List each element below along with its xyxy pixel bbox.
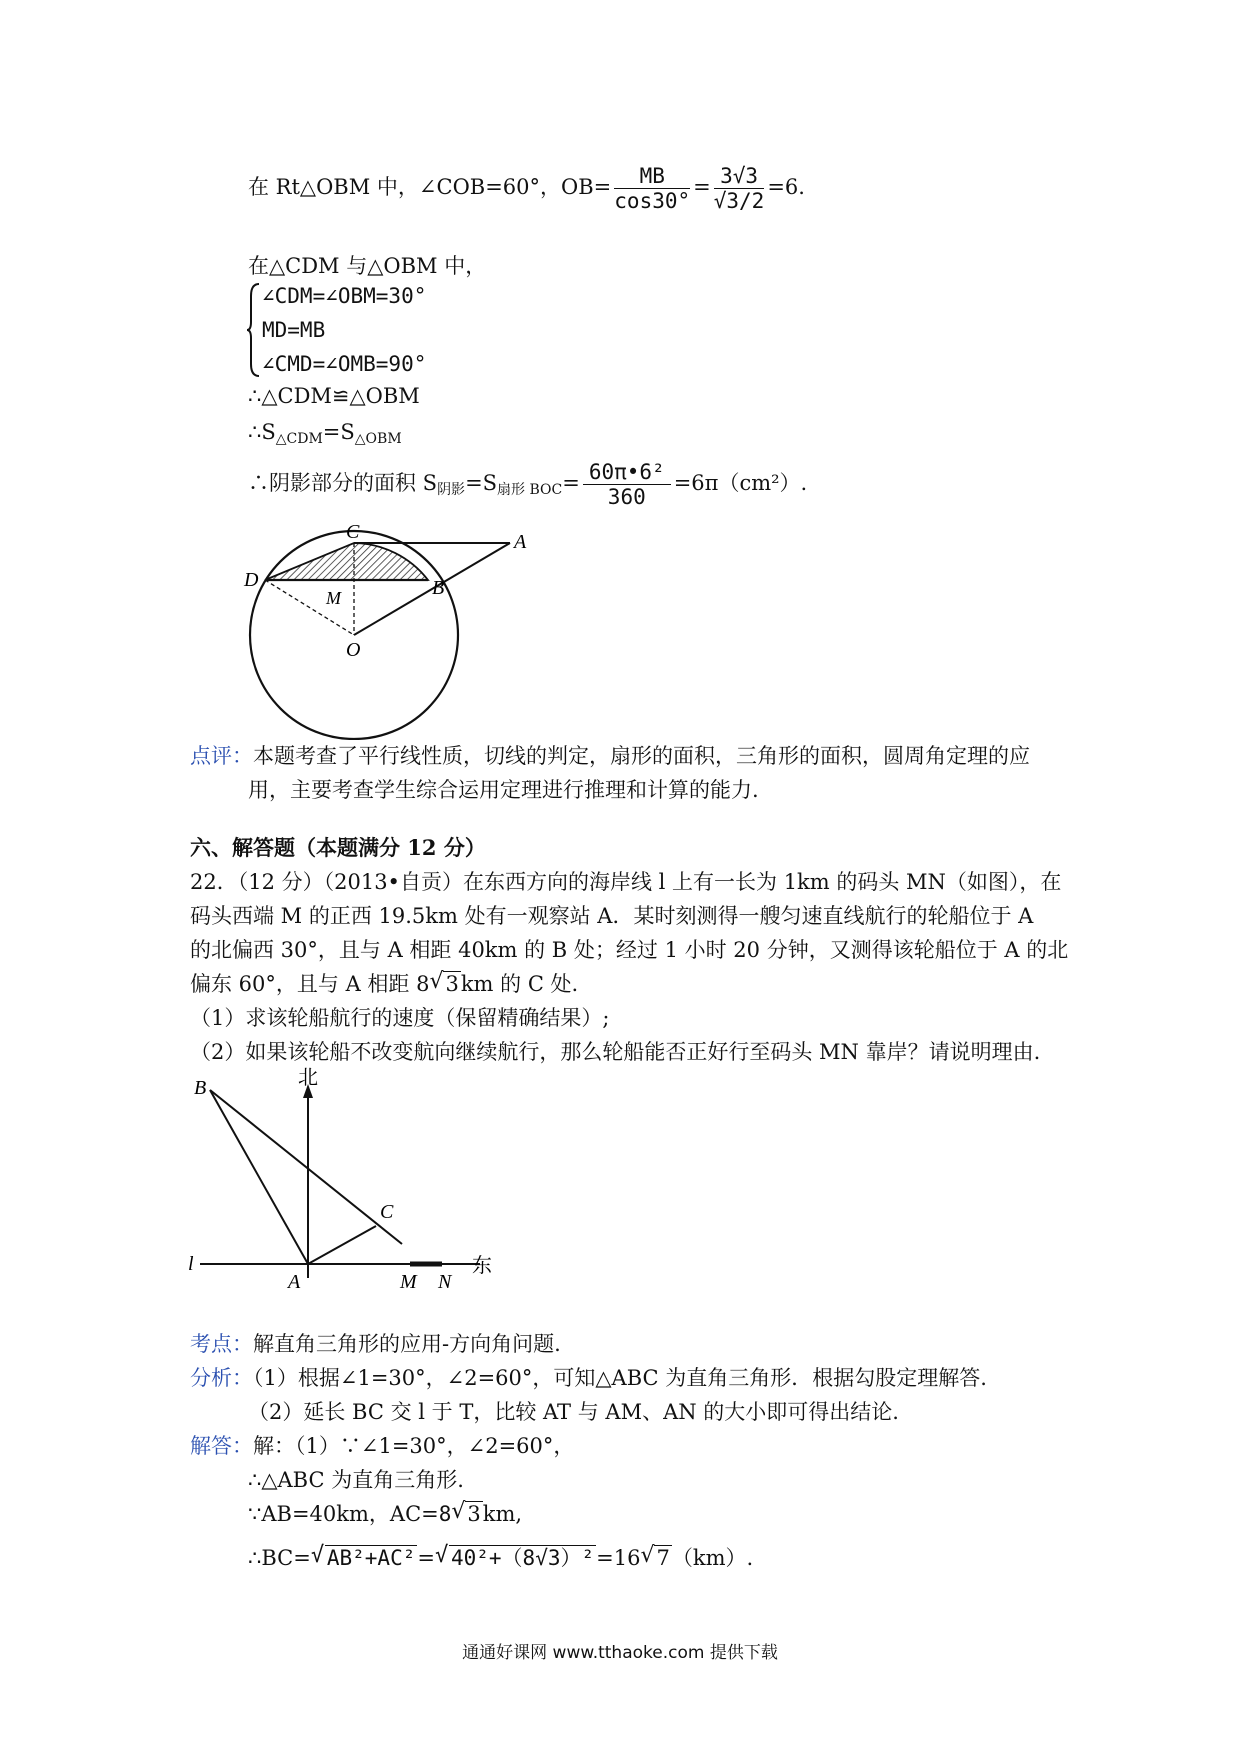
comment-label: 点评： bbox=[190, 744, 253, 768]
fraction-mb-cos30 bbox=[614, 164, 690, 213]
question-line-3: 的北偏西 30°，且与 A 相距 40km 的 B 处；经过 1 小时 20 分钟，又测得该轮船位于 A 的北 bbox=[190, 938, 1069, 962]
jd-label: 解答： bbox=[190, 1434, 253, 1458]
comment-text: 本题考查了平行线性质，切线的判定，扇形的面积，三角形的面积，圆周角定理的应 bbox=[253, 744, 1030, 768]
label-east: 东 bbox=[472, 1255, 492, 1277]
solution-line-3 bbox=[248, 1500, 522, 1528]
text: km, bbox=[482, 1502, 523, 1526]
course-line-bc bbox=[210, 1090, 402, 1244]
jd-text: 解：（1）∵∠1=30°，∠2=60°， bbox=[253, 1434, 575, 1458]
frac-num: 3√3 bbox=[714, 164, 765, 189]
label-a: A bbox=[514, 531, 527, 553]
label-l: l bbox=[188, 1253, 194, 1275]
section-heading: 六、解答题（本题满分 12 分） bbox=[190, 835, 486, 860]
knowledge-point bbox=[190, 1330, 561, 1358]
shaded-area-line bbox=[248, 460, 807, 509]
text: ∵AB=40km，AC= bbox=[248, 1502, 439, 1526]
congruence-line: ∴△CDM≌△OBM bbox=[248, 384, 420, 408]
text: ∴S bbox=[248, 420, 276, 444]
subscript: 阴影 bbox=[437, 482, 466, 498]
question-part-2: （2）如果该轮船不改变航向继续航行，那么轮船能否正好行至码头 MN 靠岸？请说明理由. bbox=[190, 1040, 1041, 1064]
text: =S bbox=[465, 471, 498, 495]
shaded-region bbox=[265, 543, 428, 580]
question-part-1: （1）求该轮船航行的速度（保留精确结果）; bbox=[190, 1006, 610, 1030]
radicand: 40²+（8√3）² bbox=[450, 1546, 595, 1570]
area-equal-line bbox=[248, 418, 402, 453]
question-line-2: 码头西端 M 的正西 19.5km 处有一观察站 A．某时刻测得一艘匀速直线航行的轮船位于 A bbox=[190, 904, 1034, 928]
label-n: N bbox=[438, 1271, 452, 1293]
text: =S bbox=[322, 420, 355, 444]
frac-num: 60π•6² bbox=[583, 460, 671, 485]
text: =16 bbox=[596, 1546, 641, 1570]
question-line-4 bbox=[190, 970, 578, 998]
ob-text: 在 Rt△OBM 中，∠COB=60°，OB= bbox=[248, 175, 612, 199]
equals: = bbox=[693, 175, 711, 199]
radicand: 7 bbox=[656, 1546, 670, 1570]
text: ∴阴影部分的面积 S bbox=[248, 471, 438, 495]
brace-icon bbox=[246, 282, 262, 378]
radicand: AB²+AC² bbox=[326, 1546, 416, 1570]
system-line-3: ∠CMD=∠OMB=90° bbox=[262, 352, 427, 376]
label-d: D bbox=[244, 569, 259, 591]
label-c: C bbox=[380, 1201, 394, 1223]
text: ∴BC= bbox=[248, 1546, 311, 1570]
frac-den: √3/2 bbox=[713, 189, 765, 213]
coef: 8 bbox=[438, 1502, 452, 1526]
sector-fraction bbox=[583, 460, 671, 509]
subscript: △CDM bbox=[275, 431, 323, 447]
text: km 的 C 处. bbox=[460, 972, 579, 996]
solution-line-1 bbox=[190, 1432, 574, 1460]
label-c: C bbox=[346, 521, 360, 543]
ob-result: =6. bbox=[767, 175, 805, 199]
kd-label: 考点： bbox=[190, 1332, 253, 1356]
radicand: 3 bbox=[445, 972, 459, 996]
sqrt-3 bbox=[451, 1500, 482, 1528]
system-line-2: MD=MB bbox=[262, 318, 326, 342]
analysis-line-1 bbox=[190, 1364, 987, 1392]
derivation-ob bbox=[248, 164, 805, 213]
label-north: 北 bbox=[298, 1067, 318, 1089]
text: =6π（cm²）. bbox=[673, 471, 808, 495]
label-a: A bbox=[288, 1271, 301, 1293]
solution-line-4 bbox=[248, 1544, 753, 1572]
equals: = bbox=[562, 471, 580, 495]
coastline-figure bbox=[180, 1066, 510, 1296]
solution-line-2: ∴△ABC 为直角三角形. bbox=[248, 1468, 464, 1492]
subscript: △OBM bbox=[354, 431, 402, 447]
system-line-1: ∠CDM=∠OBM=30° bbox=[262, 284, 427, 308]
label-o: O bbox=[346, 639, 361, 661]
subscript: 扇形 BOC bbox=[497, 482, 563, 498]
fraction-3root3-over-root3half bbox=[714, 164, 765, 213]
label-m: M bbox=[400, 1271, 417, 1293]
label-b: B bbox=[432, 577, 445, 599]
sqrt-40-8root3 bbox=[435, 1544, 596, 1572]
text: 偏东 60°，且与 A 相距 8 bbox=[190, 972, 430, 996]
label-m: M bbox=[326, 588, 341, 608]
frac-num: MB bbox=[614, 164, 690, 189]
label-b: B bbox=[194, 1077, 207, 1099]
circle-figure bbox=[240, 520, 560, 740]
sqrt-3 bbox=[429, 970, 460, 998]
equals: = bbox=[417, 1546, 435, 1570]
comment-line-2: 用，主要考查学生综合运用定理进行推理和计算的能力. bbox=[248, 778, 759, 802]
segment-ac bbox=[308, 1226, 376, 1264]
analysis-line-2: （2）延长 BC 交 l 于 T，比较 AT 与 AM、AN 的大小即可得出结论. bbox=[248, 1400, 899, 1424]
kd-text: 解直角三角形的应用-方向角问题. bbox=[253, 1332, 561, 1356]
fx-text: （1）根据∠1=30°，∠2=60°，可知△ABC 为直角三角形．根据勾股定理解答. bbox=[253, 1366, 987, 1390]
question-line-1: 22．（12 分）（2013•自贡）在东西方向的海岸线 l 上有一长为 1km 的码头 MN（如图），在 bbox=[190, 870, 1062, 894]
triangle-compare-intro: 在△CDM 与△OBM 中， bbox=[248, 254, 487, 278]
radicand: 3 bbox=[467, 1502, 481, 1526]
sqrt-ab-ac bbox=[311, 1544, 418, 1572]
sqrt-7 bbox=[640, 1544, 671, 1572]
comment-line-1 bbox=[190, 742, 1030, 770]
segment-ba bbox=[210, 1090, 308, 1264]
frac-den: cos30° bbox=[614, 189, 691, 213]
text: （km）. bbox=[671, 1546, 754, 1570]
footer-credit: 通通好课网 www.tthaoke.com 提供下载 bbox=[462, 1643, 778, 1663]
fx-label: 分析： bbox=[190, 1366, 253, 1390]
frac-den: 360 bbox=[607, 485, 646, 509]
